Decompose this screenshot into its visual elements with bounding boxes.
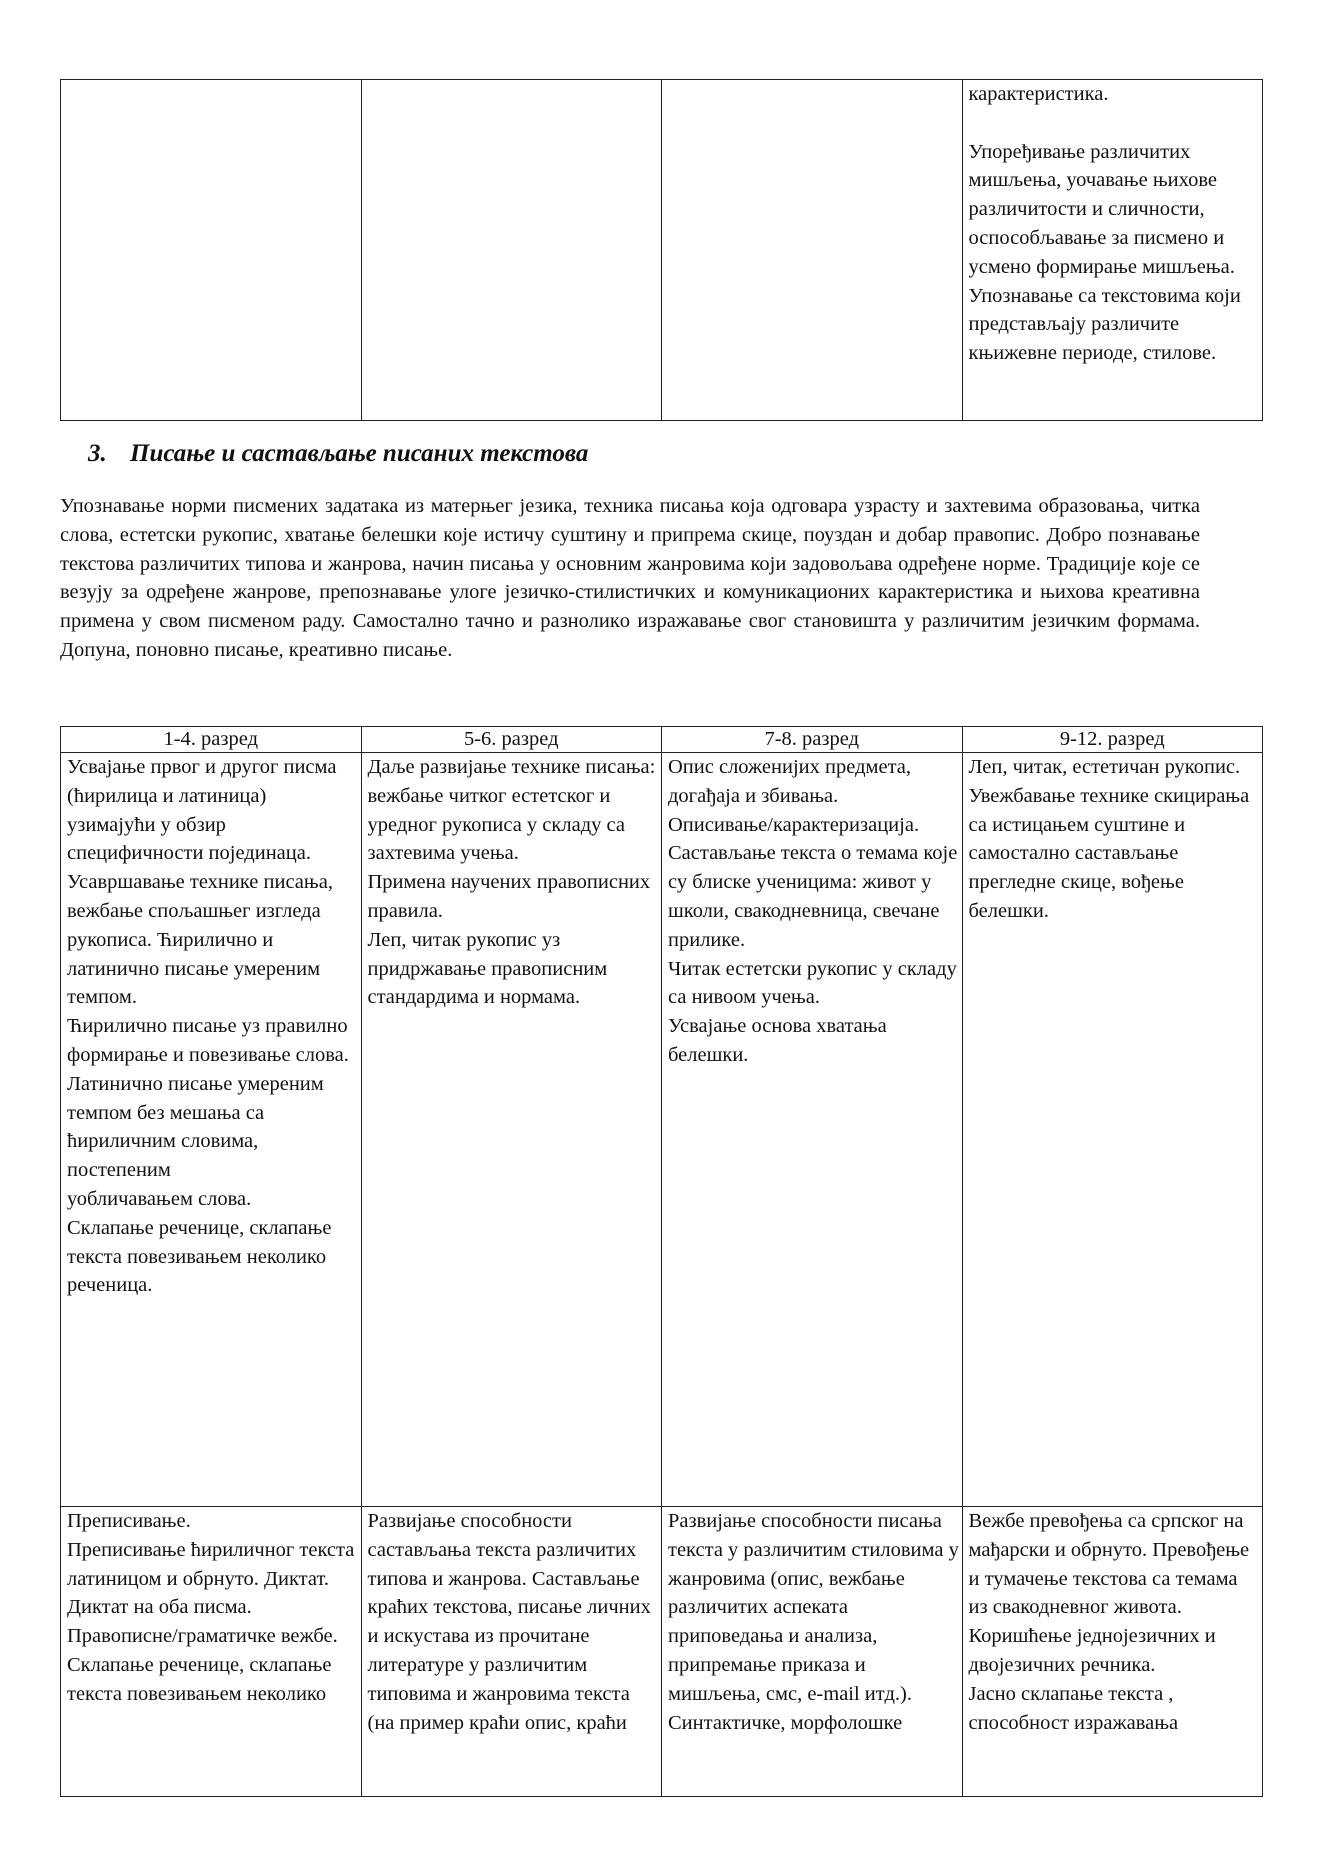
cell-text: Развијање способности писања текста у различитим стиловима у жанровима (опис, вежбање различитих аспеката приповедања и анализа, припремање приказа и мишљења, смс, e-mail итд.). Синтактичке, морфолошке	[668, 1510, 959, 1734]
table-cell	[61, 80, 362, 421]
column-header: 1-4. разред	[61, 727, 362, 753]
table-cell	[662, 753, 963, 1507]
table-cell	[61, 753, 362, 1507]
column-header: 7-8. разред	[662, 727, 963, 753]
table-cell	[662, 1507, 963, 1797]
table-cell	[361, 753, 662, 1507]
table-cell	[962, 80, 1263, 421]
table-row	[61, 753, 1263, 1507]
table-cell	[962, 753, 1263, 1507]
table-row	[61, 1507, 1263, 1797]
cell-text: карактеристика. Упоређивање различитих мишљења, уочавање њихове различитости и сличности, оспособљавање за писмено и усмено формирање мишљења. Упознавање са текстовима који представљају различите књижевне периоде, стилове.	[968, 83, 1241, 365]
section-paragraph: Упознавање норми писмених задатака из матерњег језика, техника писања која одговара узрасту и захтевима образовања, читка слова, естетски рукопис, хватање белешки које истичу суштину и припрема скице, поуздан и добар правопис. Добро познавање текстова различитих типова и жанрова, начин писања у основним жанровима који задовољава одређене норме. Традиције које се везују за одређене жанрове, препознавање улоге језичко-стилистичких и комуникационих карактеристика и њихова креативна примена у свом писменом раду. Самостално тачно и разноликo изражавање свог становишта у различитим језичким формама. Допуна, поновно писање, креативно писање.	[60, 495, 1200, 661]
section-number: 3.	[88, 440, 107, 467]
cell-text: Преписивање. Преписивање ћириличног текста латиницом и обрнуто. Диктат. Диктат на оба писма. Правописне/граматичке вежбе. Склапање реченице, склапање текста повезивањем неколико	[67, 1510, 355, 1705]
table-cell	[361, 1507, 662, 1797]
grade-table	[60, 726, 1263, 1797]
section-heading	[88, 440, 588, 468]
continuation-table	[60, 79, 1263, 421]
table-cell	[61, 1507, 362, 1797]
cell-text: Вежбе превођења са српског на мађарски и обрнуто. Превођење и тумачење текстова са темама из свакодневног живота. Коришћење једнојезичних и двојезичних речника. Јасно склапање текста , способност изражавања	[968, 1510, 1250, 1734]
table-cell	[962, 1507, 1263, 1797]
cell-text: Даље развијање технике писања: вежбање читког естетског и уредног рукописа у складу са захтевима учења. Примена научених правописних правила. Леп, читак рукопис уз придржавање правописним стандардима и нормама.	[367, 756, 656, 1009]
cell-text: Опис сложенијих предмета, догађаја и збивања. Описивање/карактеризација. Састављање текста о темама које су блиске ученицима: живот у школи, свакодневница, свечане прилике. Читак естетски рукопис у складу са нивоом учења. Усвајање основа хватања белешки.	[668, 756, 958, 1066]
cell-text: Развијање способности састављања текста различитих типова и жанрова. Састављање краћих текстова, писање личних и искустава из прочитане литературе у различитим типовима и жанровима текста (на пример краћи опис, краћи	[367, 1510, 651, 1734]
table-cell	[662, 80, 963, 421]
cell-text: Леп, читак, естетичан рукопис. Увежбавање технике скицирања са истицањем суштине и самостално састављање прегледне скице, вођење белешки.	[968, 756, 1250, 922]
table-header-row	[61, 727, 1263, 753]
section-title: Писање и састављање писаних текстова	[130, 440, 589, 467]
column-header: 9-12. разред	[962, 727, 1263, 753]
table-cell	[361, 80, 662, 421]
cell-text: Усвајање првог и другог писма (ћирилица и латиница) узимајући у обзир специфичности појединаца. Усавршавање технике писања, вежбање спољашњег изгледа рукописа. Ћирилично и латинично писање умереним темпом. Ћирилично писање уз правилно формирање и повезивање слова. Латинично писање умереним темпом без мешања са ћириличним словима, постепеним уобличавањем слова. Склапање реченице, склапање текста повезивањем неколико реченица.	[67, 756, 349, 1297]
table-row	[61, 80, 1263, 421]
column-header: 5-6. разред	[361, 727, 662, 753]
